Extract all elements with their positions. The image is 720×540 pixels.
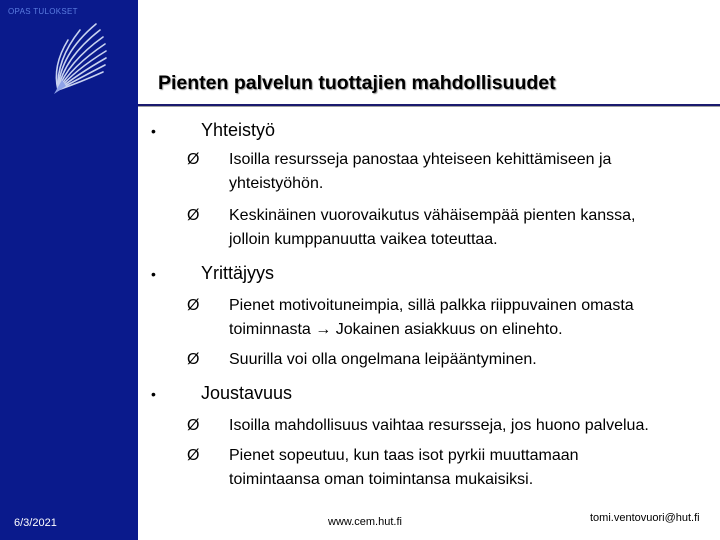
list-item-line: Isoilla resursseja panostaa yhteiseen kehittämiseen ja — [229, 151, 612, 168]
list-item-line: toimintaansa oman toimintansa mukaisiksi. — [229, 471, 534, 488]
section-bullet: • — [151, 386, 156, 402]
footer-url: www.cem.hut.fi — [328, 516, 402, 528]
list-item-line: Pienet motivoituneimpia, sillä palkka riippuvainen omasta — [229, 297, 634, 314]
list-item-line: jolloin kumppanuutta vaikea toteuttaa. — [229, 231, 498, 248]
arrow-bullet-icon: Ø — [187, 351, 200, 368]
section-heading-yhteistyo: Yhteistyö — [201, 120, 276, 140]
list-item — [229, 444, 709, 492]
list-item-line: toiminnasta → Jokainen asiakkuus on elinehto. — [229, 321, 563, 338]
section-bullet: • — [151, 266, 156, 282]
list-item-line: Suurilla voi olla ongelmana leipääntyminen. — [229, 351, 537, 368]
section-heading-joustavuus: Joustavuus — [201, 383, 293, 403]
title-underline-shadow — [138, 106, 720, 107]
list-item-line: yhteistyöhön. — [229, 175, 324, 192]
list-item — [229, 414, 709, 438]
list-item-line: Pienet sopeutuu, kun taas isot pyrkii muuttamaan — [229, 447, 579, 464]
arrow-bullet-icon: Ø — [187, 447, 200, 464]
page-title: Pienten palvelun tuottajien mahdollisuudet — [158, 72, 556, 94]
list-item — [229, 294, 709, 342]
footer-date: 6/3/2021 — [14, 517, 57, 529]
section-bullet: • — [151, 123, 156, 139]
list-item — [229, 204, 709, 252]
arrow-bullet-icon: Ø — [187, 297, 200, 314]
section-heading-yrittajyys: Yrittäjyys — [201, 263, 275, 283]
arrow-bullet-icon: Ø — [187, 151, 200, 168]
arrow-bullet-icon: Ø — [187, 207, 200, 224]
list-item-line: Isoilla mahdollisuus vaihtaa resursseja, jos huono palvelua. — [229, 417, 649, 434]
footer-email: tomi.ventovuori@hut.fi — [590, 512, 700, 524]
arrow-bullet-icon: Ø — [187, 417, 200, 434]
fan-logo-icon — [40, 20, 112, 98]
list-item — [229, 148, 709, 196]
brand-text: OPAS TULOKSET — [8, 7, 78, 16]
list-item-line: Keskinäinen vuorovaikutus vähäisempää pienten kanssa, — [229, 207, 636, 224]
list-item — [229, 348, 709, 372]
